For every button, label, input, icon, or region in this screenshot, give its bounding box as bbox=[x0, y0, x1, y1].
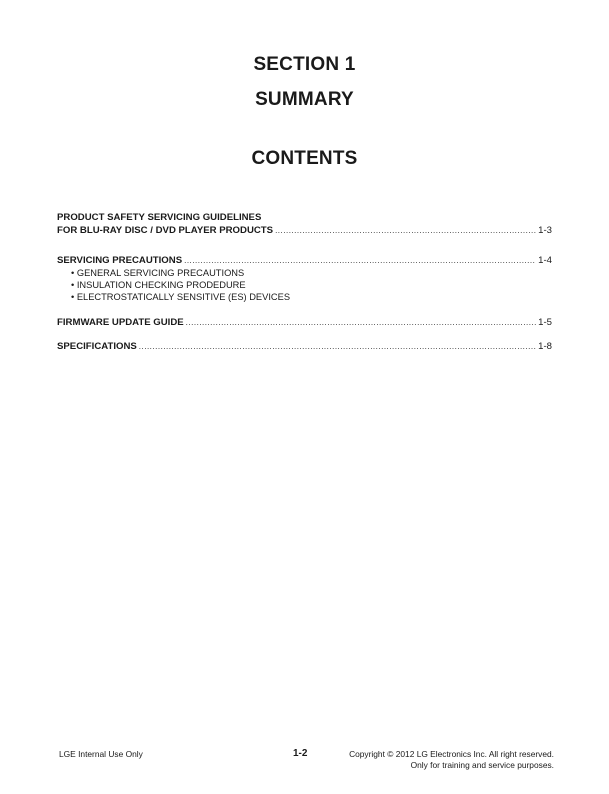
toc-entry-line[interactable] bbox=[57, 224, 552, 237]
toc-page-number: 1-4 bbox=[538, 255, 552, 266]
toc-entry-line bbox=[57, 211, 552, 224]
toc-page-number: 1-5 bbox=[538, 317, 552, 328]
footer-page-number: 1-2 bbox=[293, 748, 308, 759]
toc-entry-title: PRODUCT SAFETY SERVICING GUIDELINES bbox=[57, 212, 262, 223]
toc-entry-title: SERVICING PRECAUTIONS bbox=[57, 255, 183, 266]
toc-entry-title: FOR BLU-RAY DISC / DVD PLAYER PRODUCTS bbox=[57, 225, 274, 236]
toc-subitem: • GENERAL SERVICING PRECAUTIONS bbox=[71, 268, 245, 278]
footer-copyright-line: Copyright © 2012 LG Electronics Inc. All right reserved. bbox=[349, 749, 554, 759]
toc-leader-dots bbox=[184, 254, 536, 267]
footer-internal-use: LGE Internal Use Only bbox=[59, 749, 143, 759]
toc-subitem: • INSULATION CHECKING PRODEDURE bbox=[71, 280, 246, 290]
toc-page-number: 1-8 bbox=[538, 341, 552, 352]
section-heading: SECTION 1 bbox=[253, 54, 356, 75]
toc-leader-dots bbox=[186, 316, 536, 329]
toc-entry-servicing-precautions bbox=[57, 254, 552, 303]
toc-entry-title: SPECIFICATIONS bbox=[57, 341, 137, 352]
footer-copyright bbox=[349, 749, 554, 771]
toc-leader-dots bbox=[275, 224, 536, 237]
toc-subitem: • ELECTROSTATICALLY SENSITIVE (ES) DEVICES bbox=[71, 292, 291, 302]
contents-heading: CONTENTS bbox=[251, 148, 358, 169]
toc-entry-firmware-update bbox=[57, 316, 552, 329]
toc-entry-line[interactable] bbox=[57, 316, 552, 329]
summary-heading: SUMMARY bbox=[255, 89, 354, 110]
toc-entry-title: FIRMWARE UPDATE GUIDE bbox=[57, 317, 184, 328]
toc-entry-line[interactable] bbox=[57, 254, 552, 267]
toc-leader-dots bbox=[139, 340, 536, 353]
toc-page-number: 1-3 bbox=[538, 225, 552, 236]
toc-entry-product-safety bbox=[57, 211, 552, 237]
toc-entry-line[interactable] bbox=[57, 340, 552, 353]
footer-copyright-line: Only for training and service purposes. bbox=[410, 760, 554, 770]
toc-entry-specifications bbox=[57, 340, 552, 353]
